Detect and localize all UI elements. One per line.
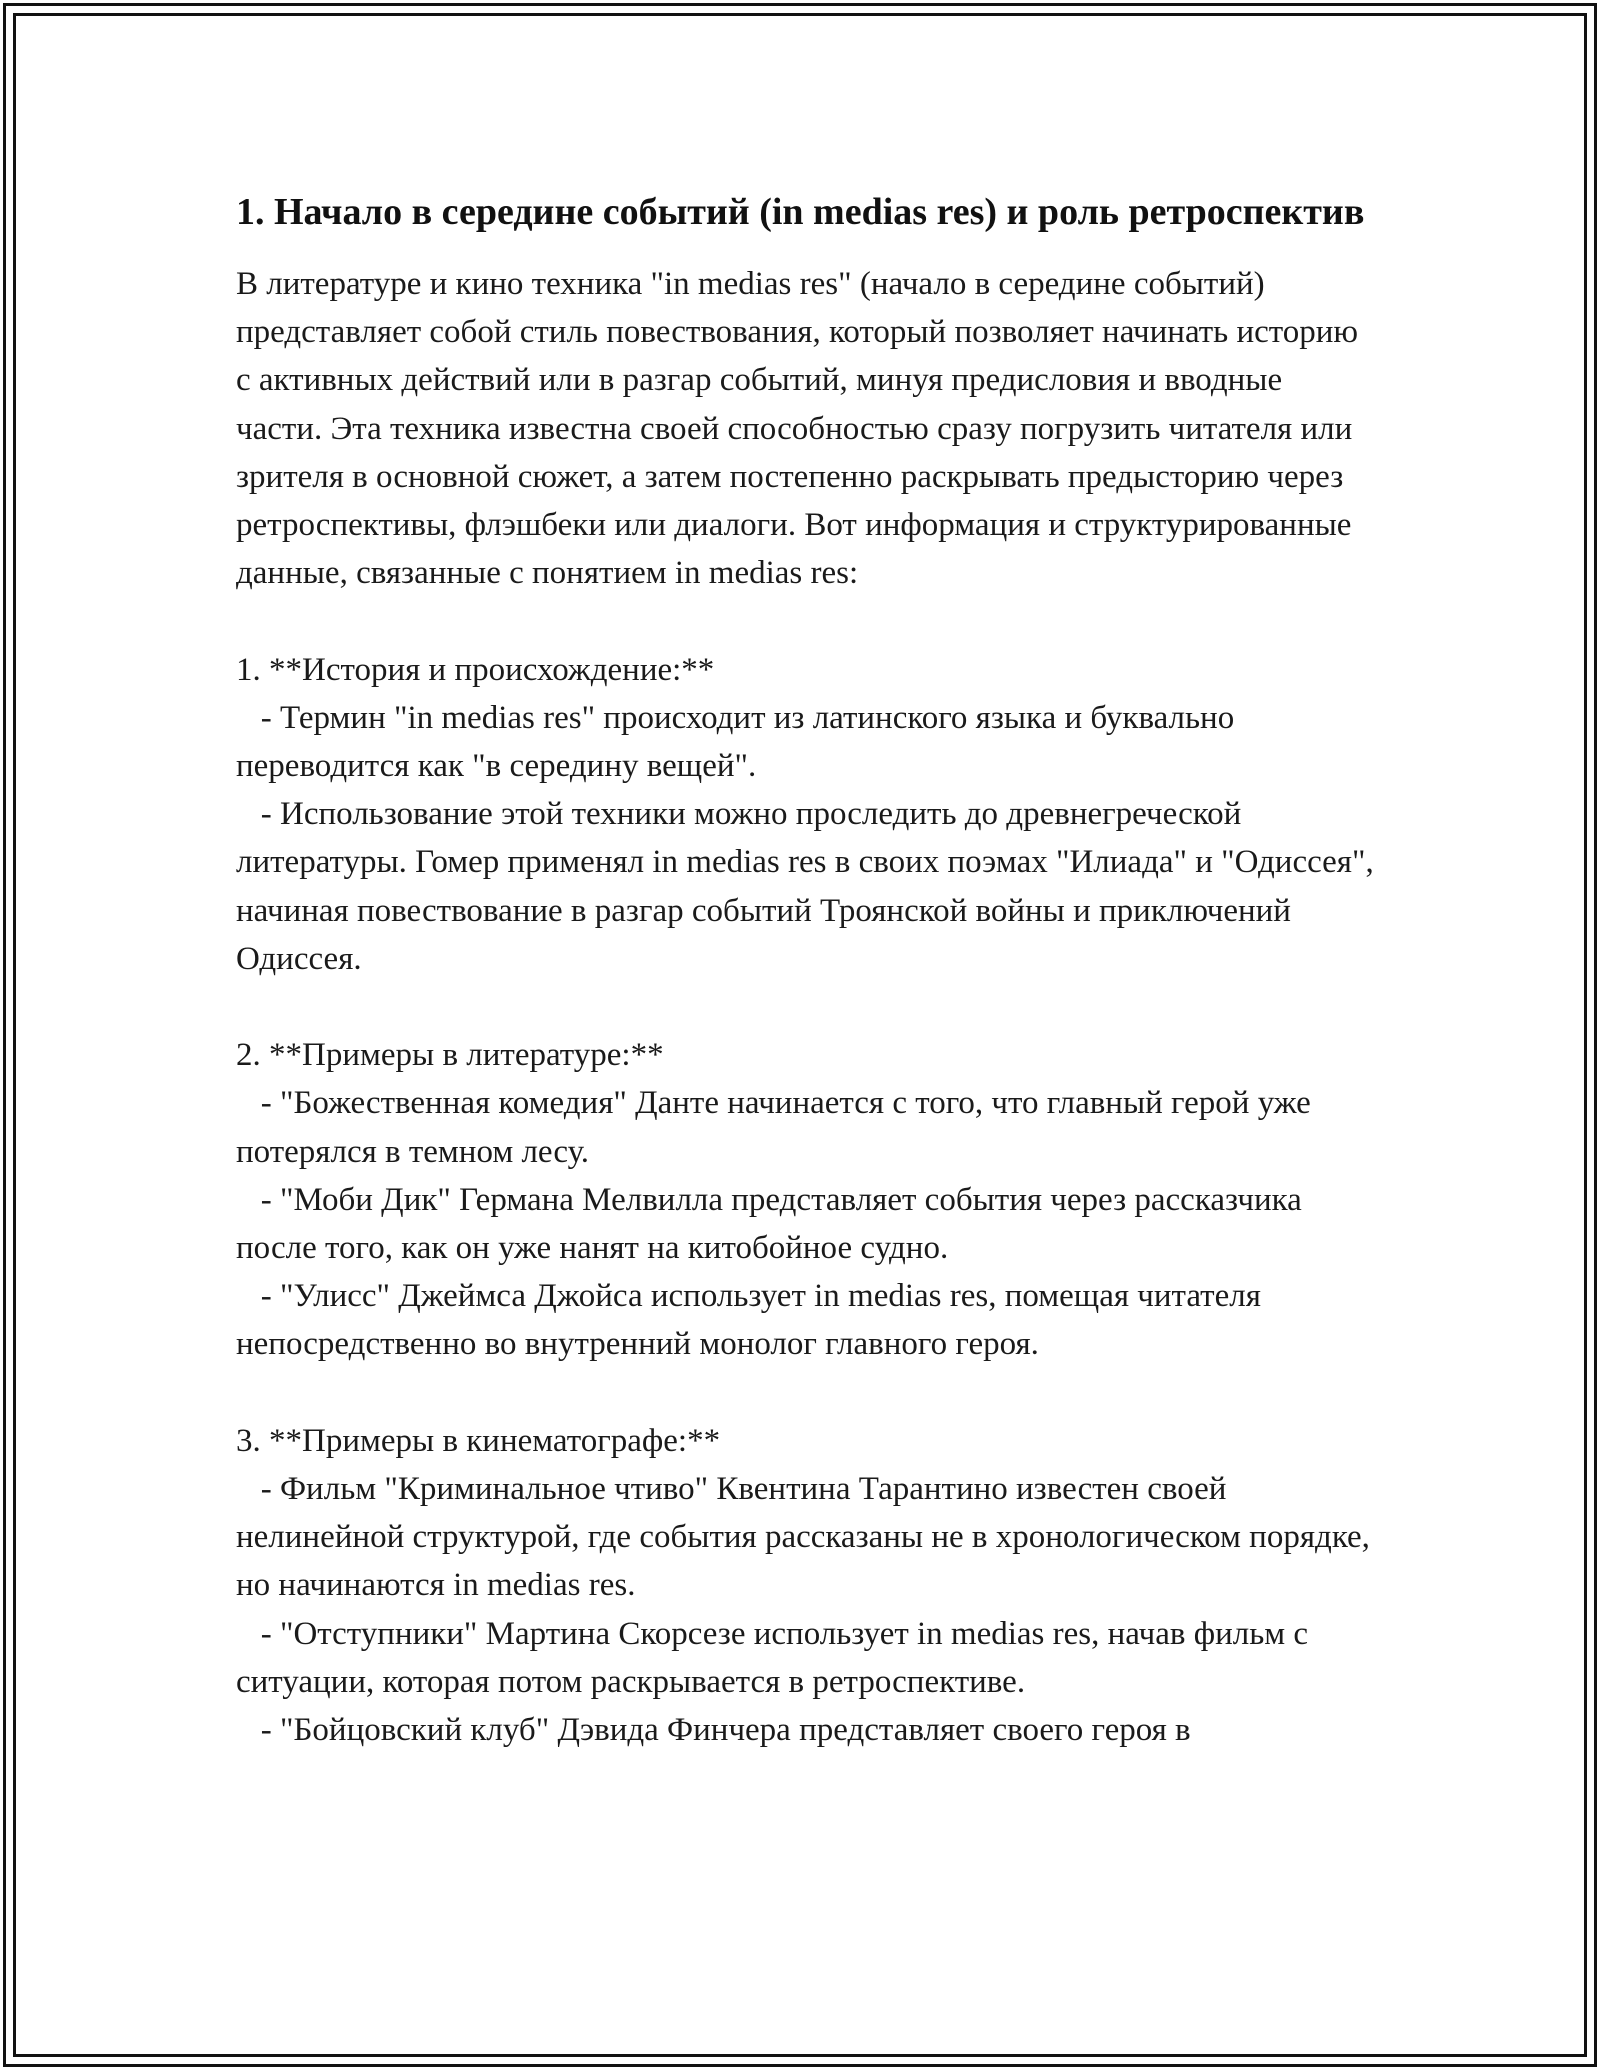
list-section-literature: [236, 1031, 1376, 1368]
paragraph-gap: [236, 597, 1376, 645]
list-item: - "Моби Дик" Германа Мелвилла представляет события через рассказчика после того, как он уже нанят на китобойное судно.: [236, 1181, 1311, 1267]
paragraph-gap: [236, 983, 1376, 1031]
list-section-title: 1. **История и происхождение:**: [236, 651, 715, 688]
list-item: - "Бойцовский клуб" Дэвида Финчера представляет своего героя в: [236, 1712, 1191, 1749]
paragraph-gap: [236, 1369, 1376, 1417]
list-section-history: [236, 646, 1382, 983]
document-body: [236, 185, 1382, 1754]
intro-paragraph: В литературе и кино техника "in medias res" (начало в середине событий) представляет собой стиль повествования, который позволяет начинать историю с активных действий или в разгар событий, минуя предисловия и вводные части. Эта техника известна своей способностью сразу погрузить читателя или зрителя в основной сюжет, а затем постепенно раскрывать предысторию через ретроспективы, флэшбеки или диалоги. Вот информация и структурированные данные, связанные с понятием in medias res:: [236, 266, 1367, 592]
section-heading: 1. Начало в середине событий (in medias res) и роль ретроспектив: [236, 191, 1365, 233]
list-item: - Фильм "Криминальное чтиво" Квентина Тарантино известен своей нелинейной структурой, где события рассказаны не в хронологическом порядке, но начинаются in medias res.: [236, 1471, 1379, 1604]
list-item: - "Божественная комедия" Данте начинается с того, что главный герой уже потерялся в темном лесу.: [236, 1085, 1320, 1170]
list-item: - "Отступники" Мартина Скорсезе использует in medias res, начав фильм с ситуации, которая потом раскрывается в ретроспективе.: [236, 1615, 1317, 1700]
list-section-cinema: [236, 1417, 1379, 1754]
list-item: - Использование этой техники можно проследить до древнегреческой литературы. Гомер применял in medias res в своих поэмах "Илиада" и "Одиссея", начиная повествование в разгар событий Троянской войны и приключений Одиссея.: [236, 796, 1382, 977]
list-item: - Термин "in medias res" происходит из латинского языка и буквально переводится как "в середину вещей".: [236, 699, 1243, 785]
list-item: - "Улисс" Джеймса Джойса использует in medias res, помещая читателя непосредственно во внутренний монолог главного героя.: [236, 1278, 1270, 1363]
list-section-title: 2. **Примеры в литературе:**: [236, 1037, 664, 1074]
list-section-title: 3. **Примеры в кинематографе:**: [236, 1422, 721, 1459]
